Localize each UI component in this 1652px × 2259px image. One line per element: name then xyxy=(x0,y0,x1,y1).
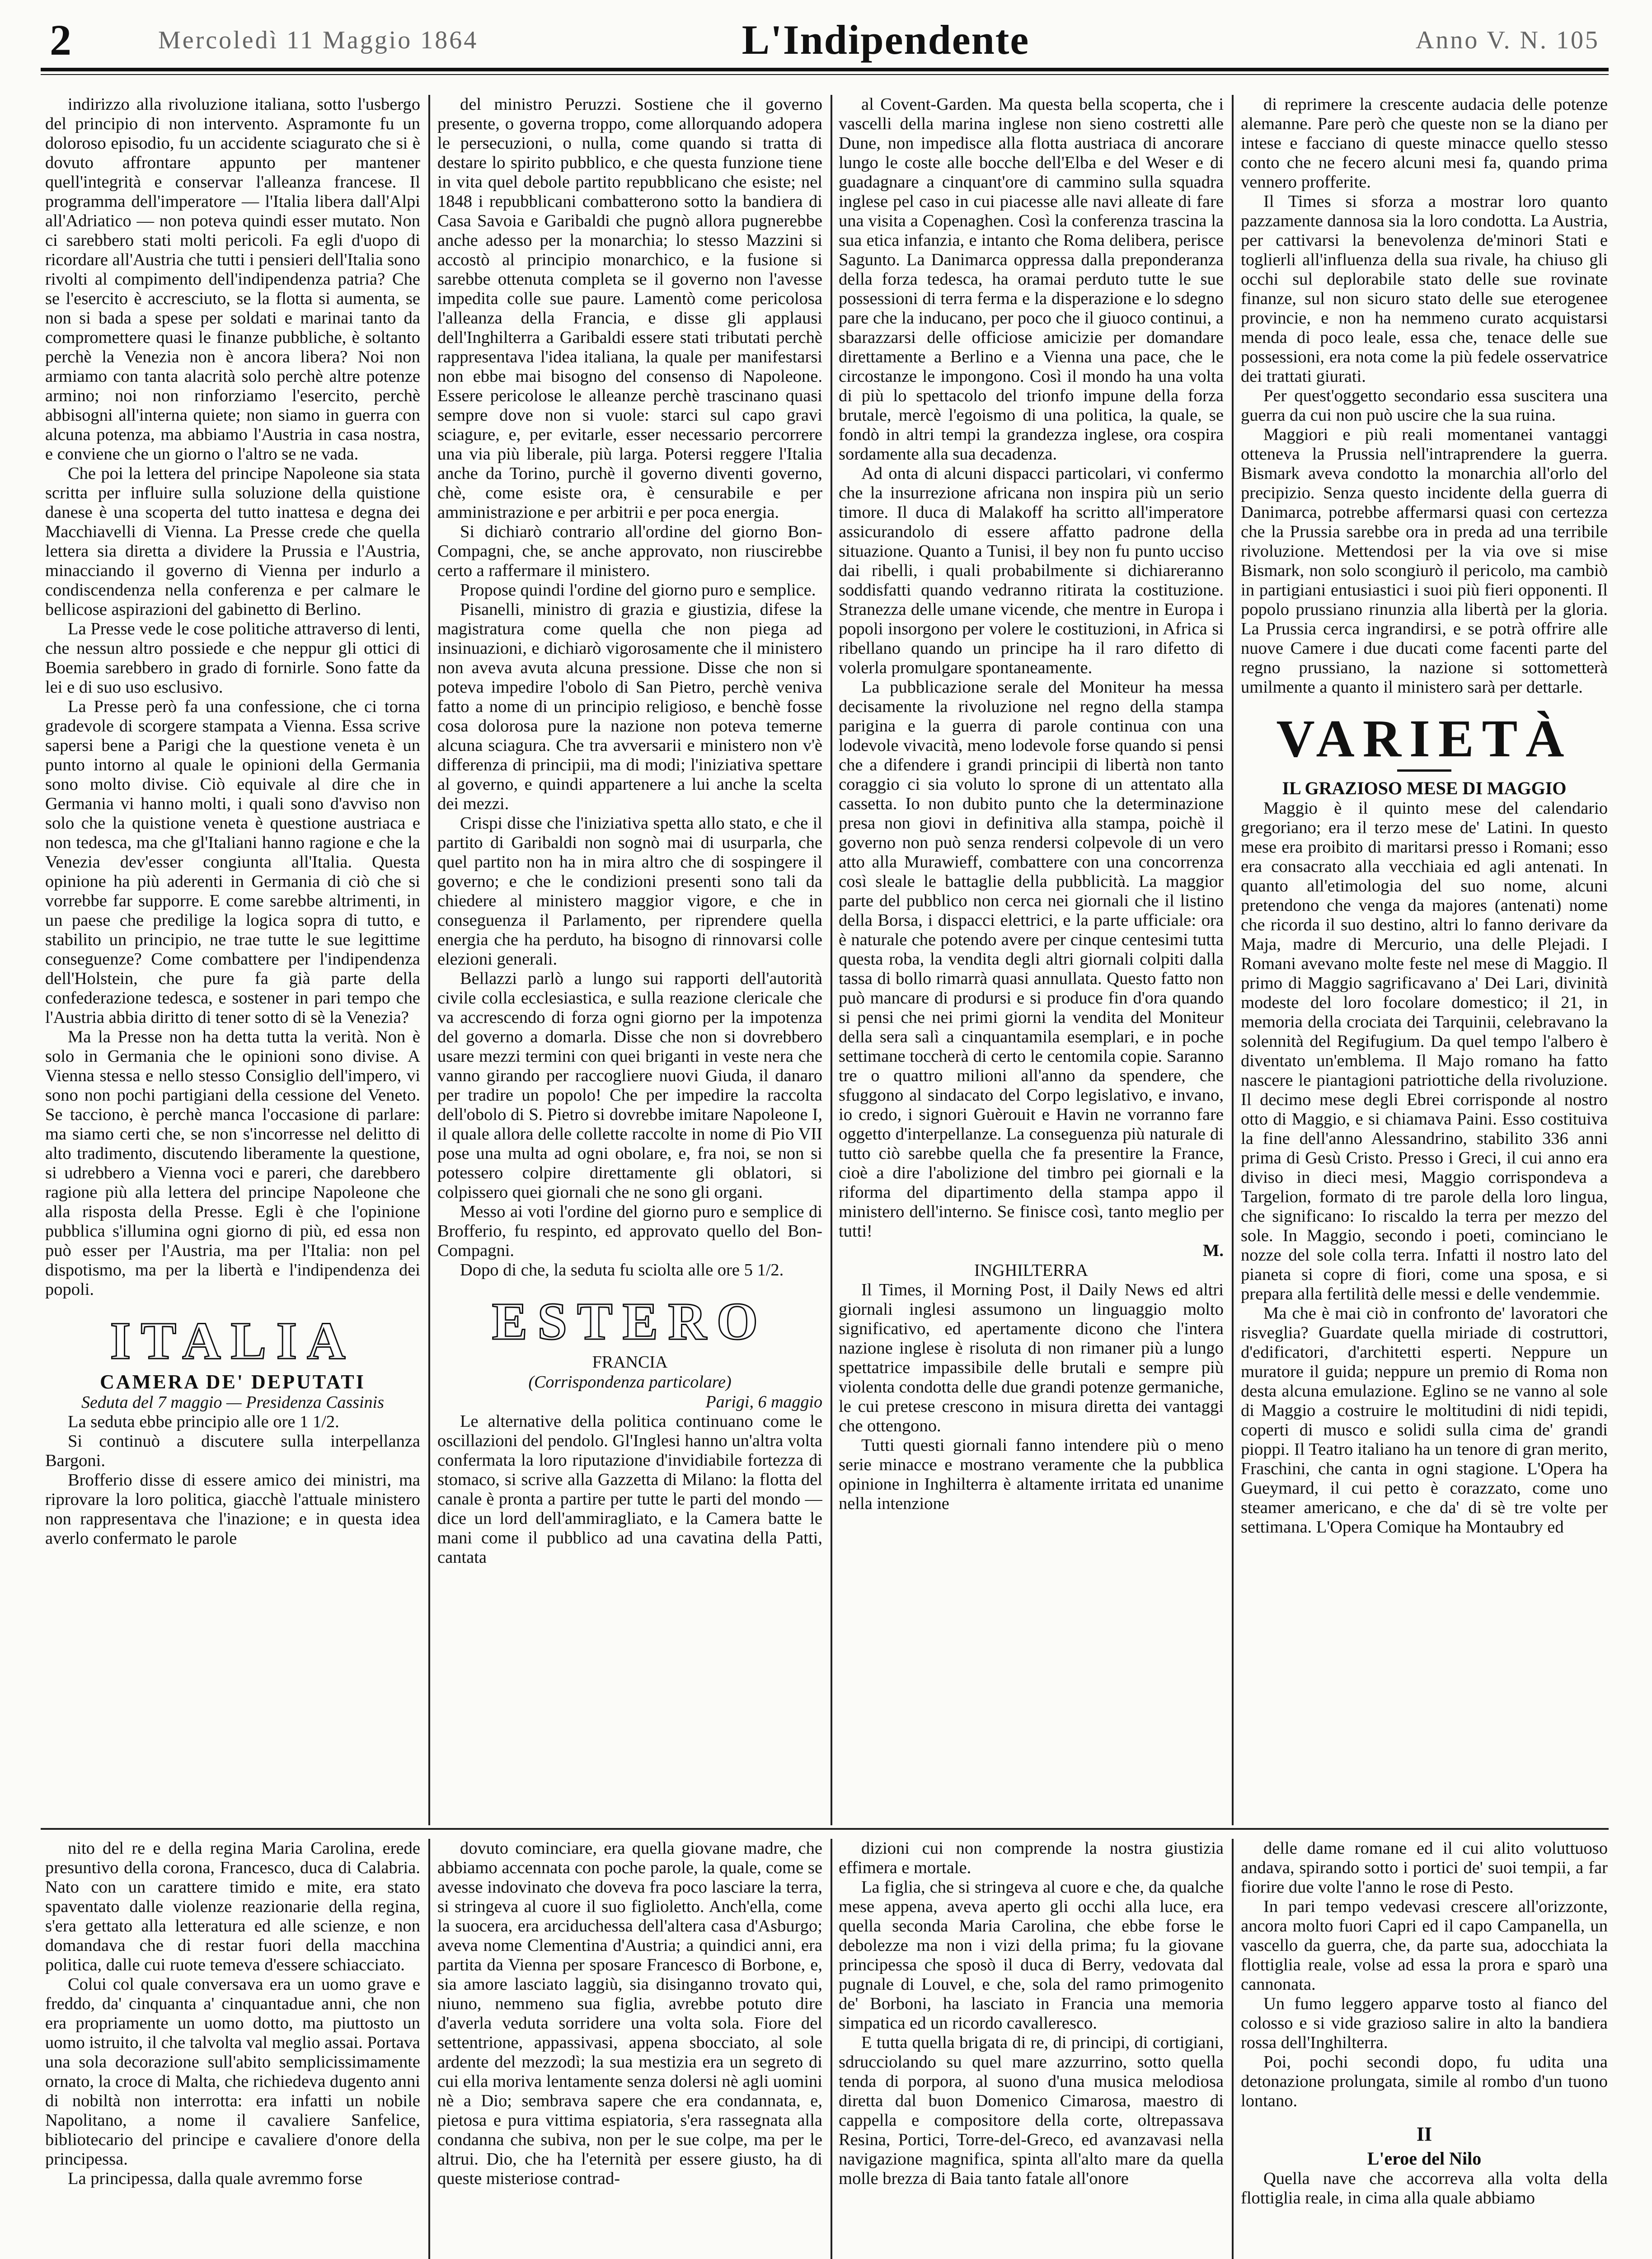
article-paragraph: Pisanelli, ministro di grazia e giustizia, difese la magistratura come quella che non piega ad insinuazioni, e dichiarò vigorosamente che il ministero non aveva avuta alcuna pressione. Disse che non si poteva impedire l'obolo di San Pietro, perchè veniva fatto a nome di un principio religioso, e benchè fosse cosa dolorosa pure la nazione non poteva temerne alcuna sciagura. Che tra avversarii e ministero non v'è differenza di principii, ma di modi; l'iniziativa spettare al governo, e quindi appartenere a lui anche la scelta dei mezzi. xyxy=(437,600,822,813)
column-3 xyxy=(839,95,1224,1825)
article-paragraph: Ad onta di alcuni dispacci particolari, vi confermo che la insurrezione africana non inspira più un serio timore. Il duca di Malakoff ha scritto all'imperatore assicurandolo di essere affatto padrone della situazione. Quanto a Tunisi, il bey non fu punto ucciso dai ribelli, i quali probabilmente si dichiareranno soddisfatti quando vedranno ritirata la costituzione. Stranezza delle umane vicende, che mentre in Europa i popoli insorgono per volere le costituzioni, in Africa si ribellano quando un principe ha il raro difetto di volerla promulgare spontaneamente. xyxy=(839,464,1224,677)
article-paragraph: Tutti questi giornali fanno intendere più o meno serie minacce e mostrano veramente che la pubblica opinione in Inghilterra è altamente irritata ed unanime nella intenzione xyxy=(839,1436,1224,1513)
dateline: Parigi, 6 maggio xyxy=(705,1392,822,1411)
article-paragraph: Maggio è il quinto mese del calendario gregoriano; era il terzo mese de' Latini. In questo mese era proibito di maritarsi presso i Romani; esso era consacrato alla vecchiaia ed agli antenati. In quanto all'etimologia del suo nome, alcuni pretendono che venga da majores (antenati) nome che ricorda il suo destino, altri lo fanno derivare da Maja, madre di Mercurio, una delle Plejadi. I Romani avevano molte feste nel mese di Maggio. Il primo di Maggio sagrificavano a' Dei Lari, divinità modeste del loro focolare domestico; il 21, in memoria della crociata dei Tarquinii, celebravano la solennità del Regifugium. Da quel tempo l'albero è diventato un'emblema. Il Majo romano ha fatto nascere le piantagioni patriottiche della rivoluzione. Il decimo mese degli Ebrei corrisponde al nostro otto di Maggio, e si chiamava Paini. Esso costituiva la fine dell'anno Alessandrino, stabilito 336 anni prima di Gesù Cristo. Presso i Greci, il cui anno era diviso in dieci mesi, Maggio corrispondeva a Targelion, formato di tre parole della loro lingua, che significano: Io riscaldo la terra per mezzo del sole. In Maggio, secondo i poeti, cominciano le nozze del sole colla terra. Infatti il nostro lato del pianeta si copre di fiori, come una sposa, e si prepara alla fertilità delle messi e delle vendemmie. xyxy=(1241,799,1608,1303)
article-paragraph: del ministro Peruzzi. Sostiene che il governo presente, o governa troppo, come allorquando adopera le persecuzioni, o nulla, come quando si tratta di destare lo spirito pubblico, e che questa funzione tiene in vita quel debole partito repubblicano che esiste; nel 1848 i repubblicani combatterono sotto la bandiera di Casa Savoia e Garibaldi che pugnò allora pugnerebbe anche adesso per la monarchia; lo stesso Mazzini si accostò al principio monarchico, e la fusione si sarebbe ottenuta completa se il governo non l'avesse impedita colle sue paure. Lamentò come pericolosa l'alleanza della Francia, e disse gli applausi dell'Inghilterra a Garibaldi essere stati tributati perchè rappresentava l'idea italiana, la quale per manifestarsi non ebbe mai bisogno del consenso di Napoleone. Essere pericolose le alleanze perchè trascinano quasi sempre dove non si vuole: starci sul capo gravi sciagure, e, per evitarle, esser necessario percorrere una via più liberale, più larga. Potersi reggere l'Italia anche da Torino, purchè il governo diventi governo, chè, come esiste ora, è censurabile e per amministrazione e per arbitrii e per poca energia. xyxy=(437,95,822,522)
section-heading-italia: ITALIA xyxy=(110,1311,356,1370)
column-4 xyxy=(1241,95,1608,1825)
article-paragraph: Il Times si sforza a mostrar loro quanto pazzamente dannosa sia la loro condotta. La Austria, per cattivarsi la benevolenza de'minori Stati e toglierli all'influenza della sua rivale, ha chiuso gli occhi sul deplorabile stato delle sue rovinate finanze, sul non sicuro stato delle sue eterogenee provincie, e non ha nemmeno curato acquistarsi menda di poco leale, essa che, tenace delle sue possessioni, era nota come la più fedele osservatrice dei trattati giurati. xyxy=(1241,192,1608,386)
feuilleton-column-1 xyxy=(45,1839,420,2259)
article-paragraph: di reprimere la crescente audacia delle potenze alemanne. Pare però che queste non se la diano per intese e facciano di queste minacce quello stesso conto che ne fecero alcuni mesi fa, quando prima vennero profferite. xyxy=(1241,95,1608,192)
heading-dash xyxy=(1397,769,1451,772)
column-1 xyxy=(45,95,420,1825)
correspondence-note: (Corrispondenza particolare) xyxy=(528,1373,732,1392)
feuilleton-paragraph: dovuto cominciare, era quella giovane madre, che abbiamo accennata con poche parole, la quale, come se avesse indovinato che doveva fra poco lasciare la terra, si stringeva al cuore il suo figlioletto. Anch'ella, come la suocera, era arciduchessa dell'altera casa d'Asburgo; aveva nome Clementina d'Austria; a quindici anni, era partita da Vienna per sposare Francesco di Borbone, e, sia amore lasciato laggiù, sia disinganno trovato qui, niuno, nemmeno sua figlia, avrebbe potuto dire d'averla veduta sorridere una volta sola. Fiore del settentrione, appassivasi, appena sbocciato, al sole ardente del mezzodì; la sua mestizia era un segreto di cui ella moriva lentamente senza dolersi nè agli uomini nè a Dio; sembrava sapere che era condannata, e, pietosa e pura vittima espiatoria, s'era rassegnata alla condanna che subiva, non per le sue colpe, ma per le altrui. Dio, che ha l'eternità per essere giusto, ha di queste misteriose contrad- xyxy=(437,1839,822,2188)
article-paragraph: Dopo di che, la seduta fu sciolta alle ore 5 1/2. xyxy=(460,1261,784,1279)
date-line: Mercoledì 11 Maggio 1864 xyxy=(158,26,479,54)
column-divider xyxy=(831,1839,832,2259)
feuilleton-paragraph: In pari tempo vedevasi crescere all'orizzonte, ancora molto fuori Capri ed il capo Campanella, un vascello da guerra, che, da parte sua, adocchiata la flottiglia reale, volse ad essa la prora e sparò una cannonata. xyxy=(1241,1897,1608,1994)
chapter-number: II xyxy=(1416,2123,1432,2145)
feuilleton-column-4 xyxy=(1241,1839,1608,2259)
section-heading-estero: ESTERO xyxy=(492,1292,768,1351)
article-paragraph: La Presse vede le cose politiche attraverso di lenti, che nessun altro possiede e che neppur gli ottici di Boemia sarebbero in grado di fornirle. Sono fatte da lei e di suo uso esclusivo. xyxy=(45,619,420,697)
section-heading-varieta: VARIETÀ xyxy=(1276,709,1572,768)
article-paragraph: Ma che è mai ciò in confronto de' lavoratori che risveglia? Guardate quella miriade di costruttori, d'edificatori, d'architetti esperti. Neppure un muratore il guida; neppure un premio di Roma non desta alcuna emulazione. Eglino se ne vanno al sole di Maggio a costruire le moltitudini di nidi tepidi, coperti di musco e solidi sulla cima de' grandi pioppi. Il Teatro italiano ha un tenore di gran merito, Fraschini, che canta in ogni stagione. L'Opera ha Gueymard, il cui petto è corazzato, come uno steamer americano, e che da' di sè tre volte per settimana. L'Opera Comique ha Montaubry ed xyxy=(1241,1304,1608,1537)
column-divider xyxy=(428,95,430,1825)
article-paragraph: Messo ai voti l'ordine del giorno puro e semplice di Brofferio, fu respinto, ed approvato quello del Bon-Compagni. xyxy=(437,1202,822,1260)
feuilleton-paragraph: La principessa, dalla quale avremmo forse xyxy=(68,2169,363,2188)
article-paragraph: Le alternative della politica continuano come le oscillazioni del pendolo. Gl'Inglesi hanno un'altra volta confermata la loro riputazione d'invidiabile fortezza di stomaco, si scrive alla Gazzetta di Milano: la flotta del canale è pronta a partire per tutte le parti del mondo — dice un lord dell'ammiragliato, e la Camera batte le mani come il pubblico ad una cavatina della Patti, cantata xyxy=(437,1412,822,1567)
article-paragraph: al Covent-Garden. Ma questa bella scoperta, che i vascelli della marina inglese non sieno costretti alle Dune, non impedisce alla flotta austriaca di ancorare lungo le coste alle bocche dell'Elba e del Weser e di guadagnare a cinquant'ore di cammino sulla squadra inglese pel caso in cui piacesse alle navi alleate di fare una visita a Copenaghen. Così la conferenza trascina la sua etica infanzia, e intanto che Roma delibera, perisce Sagunto. La Danimarca oppressa dalla preponderanza della forza tedesca, ha oramai perduto tutte le sue possessioni di terra ferma e la disperazione e lo sdegno pare che la inducano, per poco che il giuoco continui, a sbarazzarsi delle officiose amicizie per domandare direttamente a Berlino e a Vienna una pace, che le circostanze le impongono. Così il mondo ha una volta di più lo spettacolo del trionfo impune della forza brutale, mercè l'egoismo di una politica, la quale, se fondò in altri tempi la grandezza inglese, ora cospira sordamente alla sua decadenza. xyxy=(839,95,1224,464)
feuilleton-paragraph: La figlia, che si stringeva al cuore e che, da qualche mese appena, aveva aperto gli occhi alla luce, era quella seconda Maria Carolina, che ebbe forse le debolezze ma non i vizi della prima; fu la giovane principessa che sposò il duca di Berry, vedovata dal pugnale di Louvel, e che, sola del ramo primogenito de' Borboni, ha lasciato in Francia una memoria simpatica ed un ricordo cavalleresco. xyxy=(839,1878,1224,2033)
article-paragraph: Propose quindi l'ordine del giorno puro e semplice. xyxy=(460,581,816,600)
francia-heading: FRANCIA xyxy=(592,1353,668,1372)
article-paragraph: Maggiori e più reali momentanei vantaggi otteneva la Prussia nell'intraprendere la guerra. Bismark aveva condotto la monarchia all'orlo del precipizio. Senza questo incidente della guerra di Danimarca, potrebbe affermarsi quasi con certezza che la Prussia sarebbe ora in preda ad una terribile rivoluzione. Mettendosi per la via ove si mise Bismark, non solo scongiurò il pericolo, ma cambiò in partigiani entusiastici i suoi più fieri opponenti. Il popolo prussiano rinunzia alla libertà per la gloria. La Prussia cerca ingrandirsi, e se potrà offrire alle nuove Camere i due ducati come facenti parte del regno prussiano, la nazione si sottometterà umilmente a quanto il ministero sarà per dettarle. xyxy=(1241,425,1608,697)
feuilleton-paragraph: nito del re e della regina Maria Carolina, erede presuntivo della corona, Francesco, duca di Calabria. Nato con un carattere timido e mite, era stato spaventato dalle violenze reazionarie della regina, s'era gettato alla letteratura ed alle scienze, e non domandava che di restar fuori della macchina politica, dalle cui ruote temeva d'essere schiacciato. xyxy=(45,1839,420,1974)
article-paragraph: La seduta ebbe principio alle ore 1 1/2. xyxy=(68,1412,339,1431)
article-paragraph: La pubblicazione serale del Moniteur ha messa decisamente la rivoluzione nel regno della stampa parigina e la guerra di parole continua con una lodevole vivacità, meno lodevole forse quando si pensi che a difendere i grandi principii di libertà non tanto coraggio ci sia voluto lo sprone di un attentato alla cassetta. Io non dubito punto che la determinazione presa non giovi in definitiva alla stampa, poichè il governo non può senza rendersi colpevole di un vero atto alla Murawieff, combattere con una concorrenza così sleale le battaglie della pubblicità. La maggior parte del pubblico non cerca nei giornali che il listino della Borsa, i dispacci elettrici, e la parte ufficiale: ora è naturale che potendo avere per cinque centesimi tutta questa roba, la vendita degli altri giornali colpiti dalla tassa di bollo rimarrà quasi annullata. Questo fatto non può mancare di prodursi e si produce fin d'ora quando si pensi che nei primi giorni la vendita del Moniteur della sera salì a cinquantamila esemplari, e in poche settimane toccherà di certo le centomila copie. Saranno tre o quattro milioni all'anno da spendere, che sfuggono al sindacato del Corpo legislativo, e invano, io credo, i signori Guèrouit e Havin ne vorranno fare oggetto d'interpellanze. La conseguenza più naturale di tutto ciò sarebbe quella che fa presentire la France, cioè a dire l'abolizione del timbro pei giornali e la riforma del dipartimento della stampa appo il ministero dell'interno. Se finisce così, tanto meglio per tutti! xyxy=(839,678,1224,1241)
article-paragraph: Ma la Presse non ha detta tutta la verità. Non è solo in Germania che le opinioni sono divise. A Vienna stessa e nello stesso Consiglio dell'impero, vi sono non pochi partigiani della cessione del Veneto. Se tacciono, è perchè manca l'occasione di parlare: ma siamo certi che, se non s'incorresse nel delitto di alto tradimento, discutendo liberamente la questione, si udrebbero a Vienna voci e pareri, che darebbero ragione più alla lettera del principe Napoleone che alla risposta della Presse. Egli è che l'opinione pubblica s'illumina ogni giorno di più, ed essa non può esser per l'Austria, ma per l'Italia: non pel dispotismo, ma per la libertà e l'indipendenza dei popoli. xyxy=(45,1027,420,1299)
feuilleton-paragraph: Colui col quale conversava era un uomo grave e freddo, da' cinquanta a' cinquantadue anni, che non era propriamente un uomo dotto, ma piuttosto un uomo istruito, il che talvolta val meglio assai. Portava una sola decorazione sull'abito semplicissimamente ornato, la croce di Malta, che richiedeva dugento anni di nobiltà non interrotta: era infatti un nobile Napolitano, a nome il cavaliere Sanfelice, bibliotecario del principe e cavaliere d'onore della principessa. xyxy=(45,1975,420,2169)
column-2 xyxy=(437,95,822,1825)
column-divider xyxy=(428,1839,430,2259)
column-divider xyxy=(1232,95,1234,1825)
article-paragraph: Che poi la lettera del principe Napoleone sia stata scritta per influire sulla soluzione della quistione danese è una scoperta del tutto inattesa e degna dei Macchiavelli di Vienna. La Presse crede che quella lettera sia diretta a dividere la Prussia e l'Austria, minacciando il governo di Vienna per indurlo a condiscendenza nella conferenza e per calmare le bellicose aspirazioni del gabinetto di Berlino. xyxy=(45,464,420,619)
masthead-title: L'Indipendente xyxy=(742,17,1030,63)
feuilleton-paragraph: Un fumo leggero apparve tosto al fianco del colosso e si vide grazioso salire in alto la bandiera rossa dell'Inghilterra. xyxy=(1241,1994,1608,2052)
article-paragraph: Bellazzi parlò a lungo sui rapporti dell'autorità civile colla ecclesiastica, e sulla reazione clericale che va accrescendo di forza ogni giorno per la impotenza del governo a domarla. Disse che non si dovrebbero usare mezzi termini con quei briganti in veste nera che vanno girando per raccogliere nuovi Giuda, il danaro per tradire un popolo! Che per impedire la raccolta dell'obolo di S. Pietro si dovrebbe imitare Napoleone I, il quale allora delle collette raccolte in nome di Pio VII pose una multa ad ogni obolare, e, fra noi, se non si potessero colpire direttamente gli oblatori, si colpissero quei giornali che ne sono gli organi. xyxy=(437,969,822,1202)
issue-line: Anno V. N. 105 xyxy=(1415,26,1600,54)
article-paragraph: Il Times, il Morning Post, il Daily News ed altri giornali inglesi assumono un linguaggio molto significativo, ed apertamente dicono che l'intera nazione inglese è risoluta di non rimaner più a lungo spettatrice impassibile delle brutali e sempre più violenta condotta delle due grandi potenze germaniche, le cui pretese crescono in misura diretta dei vantaggi che ottengono. xyxy=(839,1280,1224,1435)
article-title: IL GRAZIOSO MESE DI MAGGIO xyxy=(1282,778,1567,798)
feuilleton-paragraph: delle dame romane ed il cui alito voluttuoso andava, spirando sotto i portici de' suoi tempii, a far fiorire due volte l'anno le rose di Pesto. xyxy=(1241,1839,1608,1897)
feuilleton-rule xyxy=(41,1828,1609,1830)
article-paragraph: Per quest'oggetto secondario essa suscitera una guerra da cui non può uscire che la sua ruina. xyxy=(1241,386,1608,425)
page-number: 2 xyxy=(50,16,71,64)
header-rule xyxy=(41,68,1609,71)
article-paragraph: Brofferio disse di essere amico dei ministri, ma riprovare la loro politica, giacchè l'attuale ministero non rappresentava che l'inazione; e in questa idea averlo confermato le parole xyxy=(45,1471,420,1548)
article-paragraph: Si continuò a discutere sulla interpellanza Bargoni. xyxy=(45,1432,420,1470)
seduta-line: Seduta del 7 maggio — Presidenza Cassinis xyxy=(81,1393,384,1412)
signature: M. xyxy=(1203,1241,1224,1260)
feuilleton-paragraph: dizioni cui non comprende la nostra giustizia effimera e mortale. xyxy=(839,1839,1224,1877)
inghilterra-heading: INGHILTERRA xyxy=(974,1261,1088,1280)
article-paragraph: La Presse però fa una confessione, che ci torna gradevole di scorgere stampata a Vienna. Essa scrive sapersi bene a Parigi che la questione veneta è un punto intorno al quale le opinioni della Germania sono molto divise. Ciò equivale al dire che in Germania vi hanno molti, i quali sono d'avviso non solo che la quistione veneta è questione austriaca e non tedesca, ma che gl'Italiani hanno ragione e che la Venezia dev'esser congiunta all'Italia. Questa opinione ha più aderenti in Germania di ciò che si vorrebbe far supporre. E come sarebbe altrimenti, in un paese che predilige la logica sopra di tutto, e stabilito un principio, ne trae tutte le sue legittime conseguenze? Come combattere per l'indipendenza dell'Holstein, che pure fa già parte della confederazione tedesca, e sostener in pari tempo che l'Austria abbia diritto di tener sotto di sè la Venezia? xyxy=(45,697,420,1027)
article-paragraph: indirizzo alla rivoluzione italiana, sotto l'usbergo del principio di non intervento. Aspramonte fu un doloroso episodio, fu un accidente sciagurato che si è dovuto affrontare appunto per mantener quell'integrità e conservar l'alleanza francese. Il programma dell'imperatore — l'Italia libera dall'Alpi all'Adriatico — non poteva quindi esser mutato. Non ci sarebbero stati molti pericoli. Fa egli d'uopo di ricordare all'Austria che tutti i pensieri dell'Italia sono rivolti al compimento dell'indipendenza patria? Che se l'esercito è accresciuto, se la flotta si aumenta, se non si bada a spese per soldati e marinai tanto da compromettere quasi le finanze pubbliche, è soltanto perchè la Venezia non è ancora libera? Noi non armiamo con tanta alacrità solo perchè altre potenze armino; noi non rinforziamo l'esercito, perchè abbisogni all'interna quiete; non siamo in guerra con alcuna potenza, ma abbiamo l'Austria in casa nostra, e conviene che un giorno o l'altro se ne vada. xyxy=(45,95,420,464)
feuilleton-column-2 xyxy=(437,1839,822,2259)
feuilleton-paragraph: Quella nave che accorreva alla volta della flottiglia reale, in cima alla quale abbiamo xyxy=(1241,2169,1608,2207)
article-paragraph: Si dichiarò contrario all'ordine del giorno Bon-Compagni, che, se anche approvato, non riuscirebbe certo a raffermare il ministero. xyxy=(437,522,822,580)
feuilleton-column-3 xyxy=(839,1839,1224,2259)
camera-heading: CAMERA DE' DEPUTATI xyxy=(100,1371,366,1393)
header-rule-thin xyxy=(41,74,1609,75)
feuilleton-paragraph: Poi, pochi secondi dopo, fu udita una detonazione prolungata, simile al rombo d'un tuono lontano. xyxy=(1241,2053,1608,2110)
article-paragraph: Crispi disse che l'iniziativa spetta allo stato, e che il partito di Garibaldi non sognò mai di usurparla, che quel partito non ha in mira altro che di sospingere il governo; e che le condizioni presenti sono tali da chiedere al ministero maggior vigore, e che in conseguenza il Parlamento, per riprendere quella energia che ha perduto, ha bisogno di rinnovarsi colle elezioni generali. xyxy=(437,814,822,969)
column-divider xyxy=(1232,1839,1234,2259)
feuilleton-paragraph: E tutta quella brigata di re, di principi, di cortigiani, sdrucciolando su quel mare azzurrino, sotto quella tenda di porpora, al suono d'una musica melodiosa diretta dal buon Domenico Cimarosa, maestro di cappella e compositore della corte, oltrepassava Resina, Portici, Torre-del-Greco, ed avanzavasi nella navigazione magnifica, spinta all'alto mare da quella molle brezza di Baia tanto fatale all'onore xyxy=(839,2033,1224,2188)
column-divider xyxy=(831,95,832,1825)
page-header xyxy=(41,11,1609,66)
chapter-title: L'eroe del Nilo xyxy=(1367,2148,1482,2169)
